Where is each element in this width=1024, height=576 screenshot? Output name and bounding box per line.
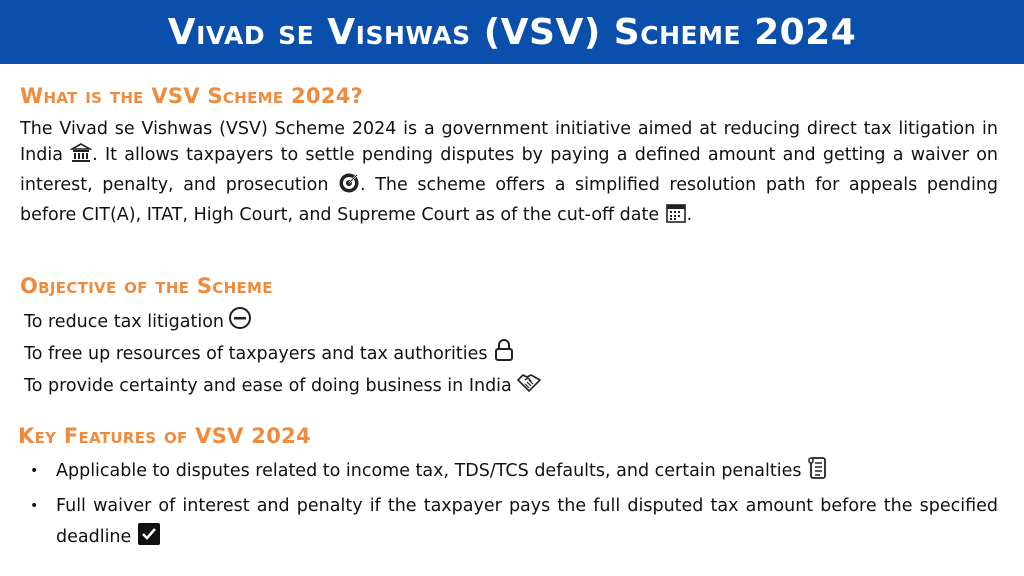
objective-item — [24, 370, 542, 402]
section-heading-what: What is the VSV Scheme 2024? — [20, 84, 364, 108]
intro-text-4: . — [686, 205, 693, 225]
handshake-icon — [516, 370, 542, 402]
target-icon — [338, 172, 360, 202]
feature-text: Applicable to disputes related to income tax, TDS/TCS defaults, and certain penalties — [56, 456, 998, 491]
objective-item — [24, 306, 542, 338]
feature-text: Full waiver of interest and penalty if the taxpayer pays the full disputed tax amount before the specified deadline — [56, 491, 998, 557]
features-list — [30, 456, 998, 557]
objective-text: To provide certainty and ease of doing business in India — [24, 376, 512, 396]
feature-item — [30, 456, 998, 491]
feature-item — [30, 491, 998, 557]
objective-list — [24, 306, 542, 402]
calendar-icon — [665, 202, 687, 232]
section-heading-objective: Objective of the Scheme — [20, 274, 273, 298]
check-box-icon — [137, 522, 161, 557]
section-heading-features: Key Features of VSV 2024 — [18, 424, 311, 448]
page-title: Vivad se Vishwas (VSV) Scheme 2024 — [167, 11, 857, 53]
bullet-marker: • — [30, 498, 39, 514]
bullet-marker: • — [30, 463, 39, 479]
intro-text-2: . It allows taxpayers to settle pending disputes by paying a defined amount and getting a waiver on interest, penalty, and prosecution — [20, 145, 998, 195]
scroll-icon — [807, 456, 829, 491]
minus-circle-icon — [228, 306, 252, 338]
objective-text: To free up resources of taxpayers and tax authorities — [24, 344, 488, 364]
lock-icon — [492, 338, 516, 370]
objective-item — [24, 338, 542, 370]
intro-text-1: The Vivad se Vishwas (VSV) Scheme 2024 is a government initiative aimed at reducing direct tax litigation in India — [20, 119, 998, 165]
intro-paragraph — [20, 116, 998, 232]
objective-text: To reduce tax litigation — [24, 312, 225, 332]
title-banner — [0, 0, 1024, 64]
intro-text-3: . The scheme offers a simplified resolution path for appeals pending before CIT(A), ITAT, High Court, and Supreme Court as of the cut-off date — [20, 175, 999, 225]
bank-icon — [70, 142, 92, 172]
